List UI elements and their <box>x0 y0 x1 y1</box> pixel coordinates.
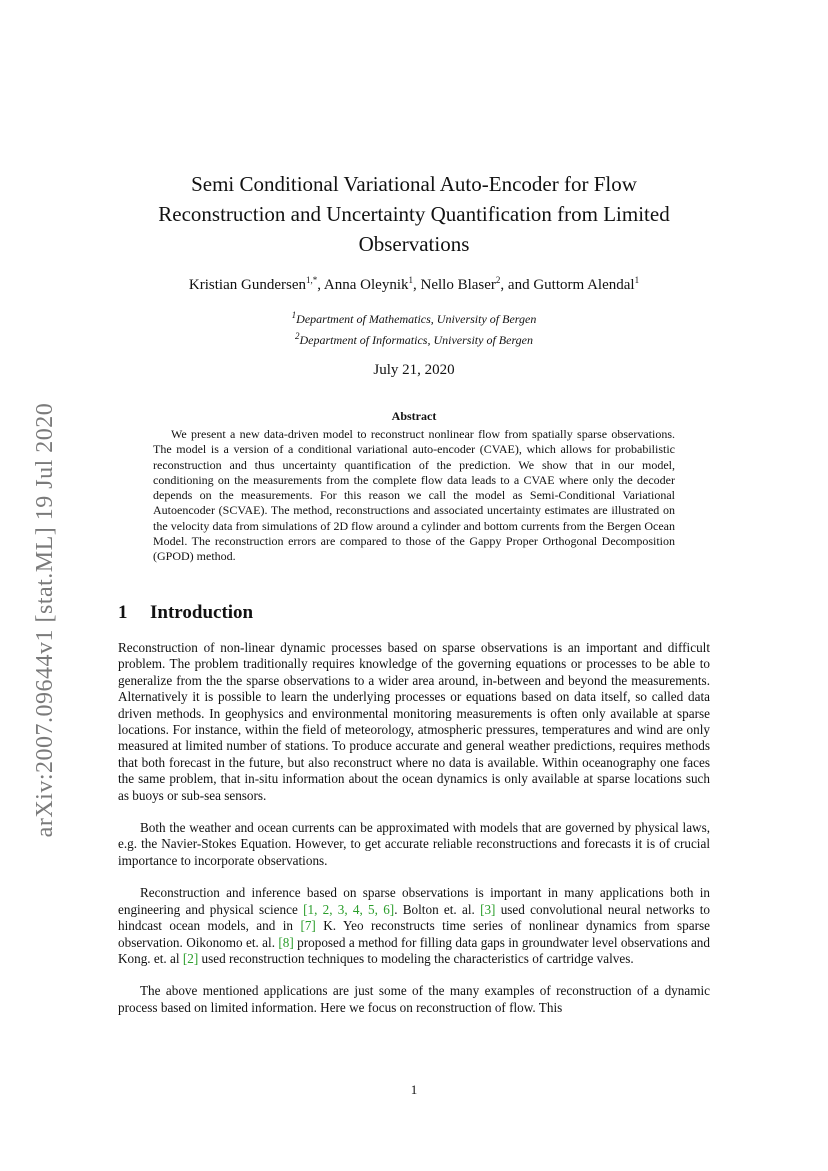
page-number: 1 <box>410 1082 418 1097</box>
author-name: Nello Blaser <box>420 277 496 293</box>
citation-link[interactable]: [2] <box>182 950 199 966</box>
affiliation: $^2$Department of Informatics, University of Bergen <box>294 331 533 347</box>
paragraph: Both the weather and ocean currents can be approximated with models that are governed by physical laws, e.g. the Navier-Stokes Equation. However, to get accurate reliable reconstructions and forecasts it is of crucial importance to incorporate observations. <box>118 820 710 868</box>
author-affil-mark: 1 <box>408 275 413 285</box>
affiliation: $^1$Department of Mathematics, University of Bergen <box>291 310 537 326</box>
author-affil-mark: 1,* <box>305 275 318 285</box>
author-list: Kristian Gundersen$^{1,*}$, Anna Oleynik$^1$, Nello Blaser$^2$, and Guttorm Alendal$^1$ <box>188 275 640 293</box>
title-line: Observations <box>358 232 470 256</box>
title-line: Semi Conditional Variational Auto-Encoder for Flow <box>191 172 637 196</box>
affiliations <box>118 307 710 349</box>
title-line: Reconstruction and Uncertainty Quantification from Limited <box>158 202 670 226</box>
citation-link[interactable]: [8] <box>278 934 294 950</box>
citation-link[interactable]: [7] <box>300 918 316 934</box>
section-body <box>118 640 710 1032</box>
paper-title <box>118 169 710 259</box>
paragraph: Reconstruction and inference based on sparse observations is important in many applications both in engineering and physical science [1, 2, 3, 4, 5, 6]. Bolton et. al. [3] used convolutional neural networks to hindcast ocean models, and in [7] K. Yeo reconstructs time series of nonlinear dynamics from sparse observation. Oikonomo et. al. [8] proposed a method for filling data gaps in groundwater level observations and Kong. et. al [2] used reconstruction techniques to modeling the characteristics of cartridge valves. <box>118 885 710 966</box>
author-name: Kristian Gundersen <box>188 277 306 293</box>
section-number: 1 <box>118 602 128 623</box>
author-affil-mark: 2 <box>495 275 501 285</box>
abstract-text: We present a new data-driven model to reconstruct nonlinear flow from spatially sparse observations. The model is a version of a conditional variational auto-encoder (CVAE), which allows for probabilistic reconstruction and thus uncertainty quantification of the prediction. We show that in our model, conditioning on the measurements from the complete flow data leads to a CVAE where only the decoder depends on the measurements. For this reason we call the model as Semi-Conditional Variational Autoencoder (SCVAE). The method, reconstructions and associated uncertainty estimates are illustrated on the velocity data from simulations of 2D flow around a cylinder and bottom currents from the Bergen Ocean Model. The reconstruction errors are compared to those of the Gappy Proper Orthogonal Decomposition (GPOD) method. <box>153 427 675 564</box>
citation-link[interactable]: [1, 2, 3, 4, 5, 6] <box>303 901 395 917</box>
abstract-heading: Abstract <box>391 409 437 423</box>
author-name: Guttorm Alendal <box>533 277 635 293</box>
arxiv-stamp: arXiv:2007.09644v1 [stat.ML] 19 Jul 2020 <box>32 402 58 838</box>
author-name: Anna Oleynik <box>323 277 409 293</box>
paragraph: The above mentioned applications are just some of the many examples of reconstruction of a dynamic process based on limited information. Here we focus on reconstruction of flow. This <box>118 983 710 1015</box>
section-title: Introduction <box>150 602 254 623</box>
paper-date: July 21, 2020 <box>373 362 455 378</box>
paragraph: Reconstruction of non-linear dynamic processes based on sparse observations is an important and difficult problem. The problem traditionally requires knowledge of the governing equations or processes to be able to generalize from the the sparse observations to a wider area around, in-between and beyond the measurements. Alternatively it is possible to learn the underlying processes or equations based on data itself, so called data driven methods. In geophysics and environmental monitoring measurements is often only available at sparse locations. For instance, within the field of meteorology, atmospheric pressures, temperatures and wind are only measured at limited number of stations. To produce accurate and general weather predictions, requires methods that both forecast in the future, but also reconstruct where no data is available. Within oceanography one faces the same problem, that in-situ information about the ocean dynamics is only available at sparse locations such as buoys or sub-sea sensors. <box>118 640 710 803</box>
section-heading <box>118 602 710 624</box>
author-affil-mark: 1 <box>634 275 640 285</box>
citation-link[interactable]: [3] <box>480 901 496 917</box>
